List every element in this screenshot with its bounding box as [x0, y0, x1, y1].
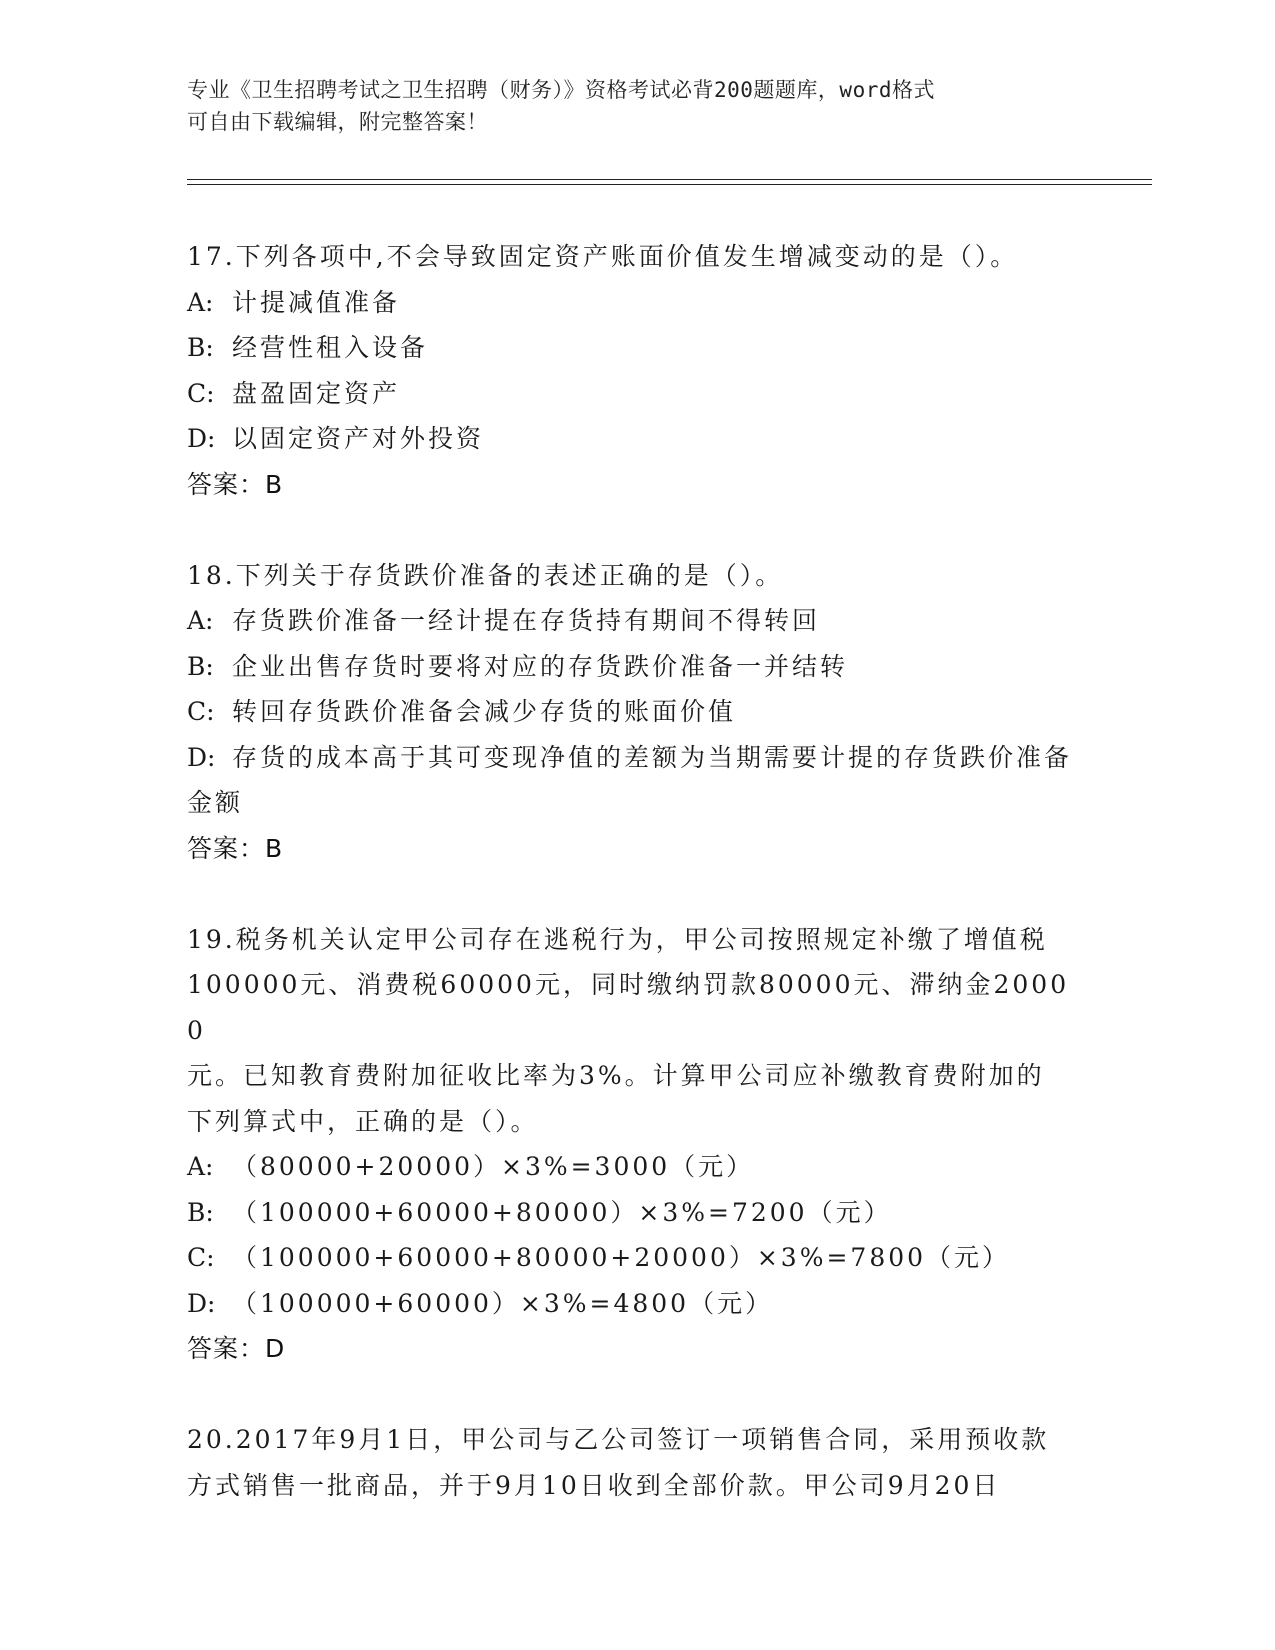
question-stem-line-1: 20.2017年9月1日，甲公司与乙公司签订一项销售合同，采用预收款: [187, 1425, 1050, 1454]
question-19: [187, 917, 1087, 1372]
option-text: 计提减值准备: [232, 287, 401, 317]
option-label: B:: [187, 1197, 214, 1227]
option-b: [187, 644, 1087, 690]
option-label: D:: [187, 424, 216, 453]
option-label: B:: [187, 333, 214, 362]
option-d: [187, 735, 1087, 826]
question-20: [187, 1417, 1087, 1508]
question-stem: 17.下列各项中,不会导致固定资产账面价值发生增减变动的是（）。: [187, 242, 1019, 271]
question-stem-line-2: 方式销售一批商品，并于9月10日收到全部价款。甲公司9月20日: [187, 1470, 1001, 1500]
option-text: （100000+60000）×3%=4800（元）: [232, 1288, 774, 1318]
option-label: A:: [187, 287, 214, 317]
option-label: B:: [187, 651, 214, 681]
option-text: 转回存货跌价准备会减少存货的账面价值: [232, 697, 737, 726]
header-line-1: 专业《卫生招聘考试之卫生招聘（财务）》资格考试必背200题题库，word格式: [187, 78, 935, 102]
question-list: [187, 234, 1087, 1554]
question-stem: 18.下列关于存货跌价准备的表述正确的是（）。: [187, 560, 784, 590]
answer-line: 答案：D: [187, 1334, 286, 1363]
option-label: A:: [187, 1152, 214, 1181]
question-stem-line-1: 19.税务机关认定甲公司存在逃税行为，甲公司按照规定补缴了增值税: [187, 924, 1048, 954]
answer-line: 答案：B: [187, 469, 284, 499]
question-stem-line-2: 100000元、消费税60000元，同时缴纳罚款80000元、滞纳金20000: [187, 970, 1070, 1045]
answer-line: 答案：B: [187, 833, 284, 863]
option-c: [187, 371, 1087, 417]
option-label: D:: [187, 742, 216, 772]
question-stem-line-4: 下列算式中，正确的是（）。: [187, 1106, 539, 1136]
question-18: [187, 553, 1087, 871]
option-text: 存货跌价准备一经计提在存货持有期间不得转回: [232, 606, 821, 635]
option-label: D:: [187, 1288, 216, 1318]
header-divider-top: [187, 179, 1152, 180]
option-a: [187, 598, 1087, 644]
option-c: [187, 689, 1087, 735]
option-d: [187, 416, 1087, 462]
option-a: [187, 280, 1087, 326]
option-text: 企业出售存货时要将对应的存货跌价准备一并结转: [232, 651, 849, 681]
option-b: [187, 1190, 1087, 1236]
option-text: （100000+60000+80000）×3%=7200（元）: [232, 1197, 892, 1227]
option-text: （80000+20000）×3%=3000（元）: [232, 1152, 755, 1181]
document-header: [187, 74, 1067, 138]
question-17: [187, 234, 1087, 507]
option-text: 存货的成本高于其可变现净值的差额为当期需要计提的存货跌价准备金额: [187, 742, 1073, 817]
option-label: C:: [187, 378, 215, 408]
option-a: [187, 1144, 1087, 1190]
option-b: [187, 325, 1087, 371]
option-text: 盘盈固定资产: [232, 378, 401, 408]
header-line-2: 可自由下载编辑，附完整答案！: [187, 110, 488, 134]
option-c: [187, 1235, 1087, 1281]
option-text: 以固定资产对外投资: [232, 424, 485, 453]
option-label: A:: [187, 606, 214, 635]
header-divider-bottom: [187, 184, 1152, 185]
option-text: 经营性租入设备: [232, 333, 429, 362]
option-label: C:: [187, 697, 215, 726]
option-text: （100000+60000+80000+20000）×3%=7800（元）: [232, 1243, 1011, 1272]
question-stem-line-3: 元。已知教育费附加征收比率为3%。计算甲公司应补缴教育费附加的: [187, 1061, 1045, 1090]
option-d: [187, 1281, 1087, 1327]
option-label: C:: [187, 1243, 215, 1272]
